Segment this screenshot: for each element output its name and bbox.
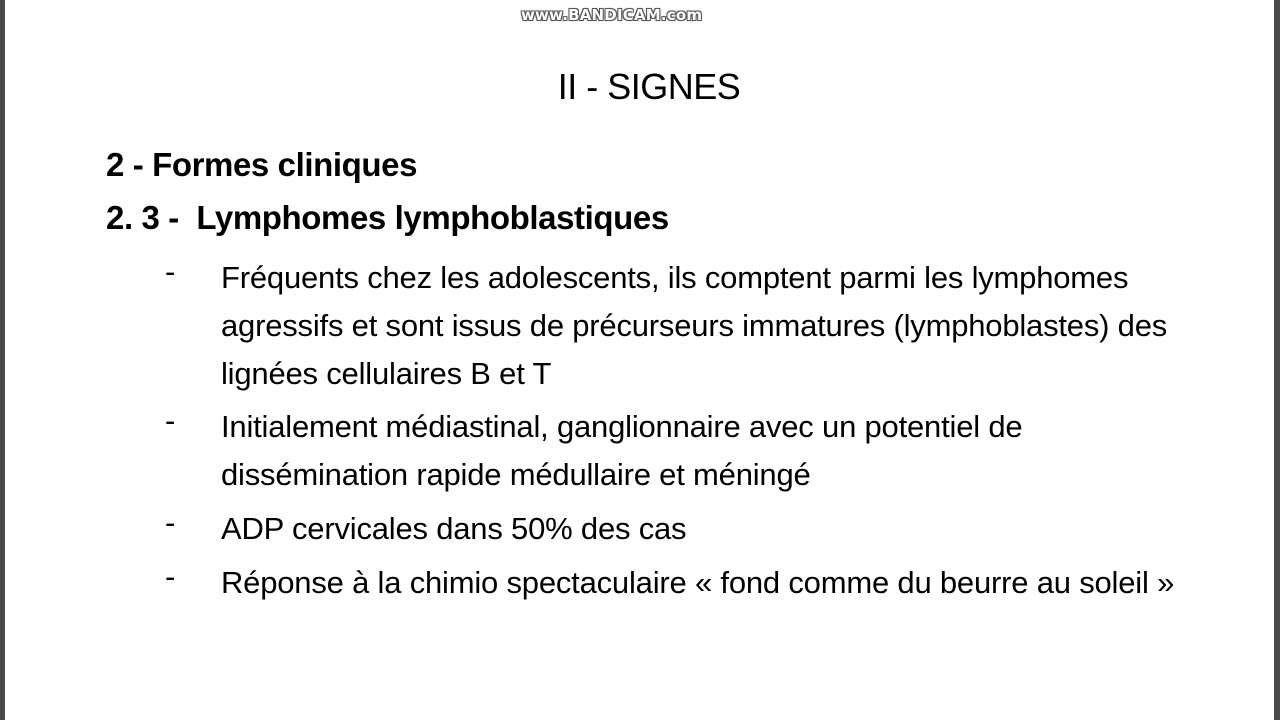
bullet-marker: - [165, 403, 176, 438]
bullet-marker: - [165, 505, 176, 540]
bullet-text: Initialement médiastinal, ganglionnaire avec un potentiel de dissémination rapide médullaire et méningé [221, 409, 1023, 492]
bullet-marker: - [165, 254, 176, 289]
bullet-marker: - [165, 559, 176, 594]
bullet-text: Réponse à la chimio spectaculaire « fond comme du beurre au soleil » [221, 565, 1175, 600]
bullet-text: Fréquents chez les adolescents, ils comptent parmi les lymphomes agressifs et sont issus de précurseurs immatures (lymphoblastes) des lignées cellulaires B et T [221, 260, 1168, 391]
section-heading: 2 - Formes cliniques [106, 146, 418, 183]
recorder-watermark: www.BANDICAM.com [521, 6, 703, 24]
bullet-text: ADP cervicales dans 50% des cas [221, 511, 687, 546]
slide-title: II - SIGNES [557, 66, 741, 107]
subsection-heading: 2. 3 - Lymphomes lymphoblastiques [106, 199, 669, 236]
